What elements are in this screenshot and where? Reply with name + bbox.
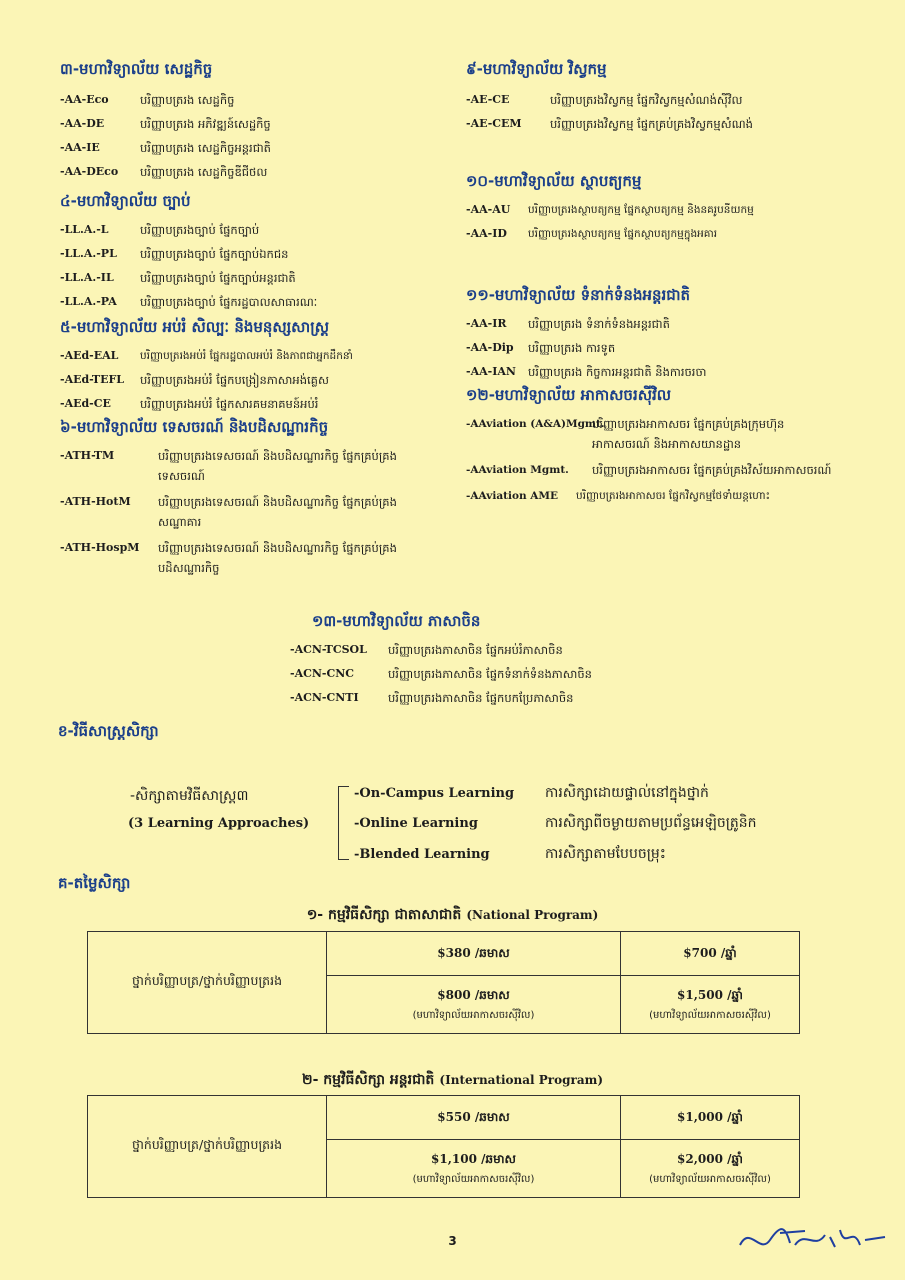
list-item: -AA-Eco បរិញ្ញាបត្ររង សេដ្ឋកិច្ច	[60, 93, 235, 107]
page-number: 3	[448, 1234, 457, 1248]
tourism-list	[60, 446, 460, 578]
list-item: -LL.A.-IL បរិញ្ញាបត្ររងច្បាប់ ផ្នែកច្បាប់អន្តរជាតិ	[60, 271, 296, 285]
list-item: -AA-AU បរិញ្ញាបត្ររងស្ថាបត្យកម្ម ផ្នែកស្ថាបត្យកម្ម និងនគរូបនីយកម្ម	[466, 203, 754, 216]
list-item: -AE-CE បរិញ្ញាបត្ររងវិស្វកម្ម ផ្នែកវិស្វកម្មសំណង់ស៊ីវិល	[466, 93, 743, 107]
section-title-education: ៥-មហាវិទ្យាល័យ អប់រំ សិល្បៈ និងមនុស្សសាស្ត្រ	[60, 318, 329, 336]
fee-cell: $800 /ឆមាស (មហាវិទ្យាល័យអាកាសចរស៊ីវិល)	[327, 976, 621, 1034]
list-item: -AEd-TEFL បរិញ្ញាបត្ររងអប់រំ ផ្នែកបង្រៀនភាសាអង់គ្លេស	[60, 373, 329, 387]
fee-cell: $1,000 /ឆ្នាំ	[621, 1096, 800, 1140]
list-item: -ATH-TM បរិញ្ញាបត្ររងទេសចរណ៍ និងបដិសណ្ឋារកិច្ច ផ្នែកគ្រប់គ្រងទេសចរណ៍	[60, 449, 397, 483]
aviation-list	[466, 414, 866, 506]
international-relations-list	[466, 312, 866, 384]
economics-list	[60, 88, 460, 184]
national-fee-table	[87, 931, 800, 1034]
approach-online: -Online Learning	[354, 816, 478, 831]
list-item: -AAviation (A&A)Mgmt. បរិញ្ញាបត្ររងអាកាសចរ ផ្នែកគ្រប់គ្រងក្រុមហ៊ុនអាកាសចរណ៍ និងអាកាសយានដ្ឋាន	[466, 417, 785, 451]
list-item: -LL.A.-PA បរិញ្ញាបត្ររងច្បាប់ ផ្នែករដ្ឋបាលសាធារណៈ	[60, 295, 318, 309]
list-item: -ATH-HospM បរិញ្ញាបត្ររងទេសចរណ៍ និងបដិសណ្ឋារកិច្ច ផ្នែកគ្រប់គ្រងបដិសណ្ឋារកិច្ច	[60, 541, 397, 575]
list-item: -LL.A.-L បរិញ្ញាបត្ររងច្បាប់ ផ្នែកច្បាប់	[60, 223, 260, 237]
section-title-fees: គ-តម្លៃសិក្សា	[58, 874, 131, 892]
list-item: -AA-IR បរិញ្ញាបត្ររង ទំនាក់ទំនងអន្តរជាតិ	[466, 317, 670, 331]
section-title-law: ៤-មហាវិទ្យាល័យ ច្បាប់	[60, 192, 191, 210]
approach-online-desc: ការសិក្សាពីចម្ងាយតាមប្រព័ន្ធអេឡិចត្រូនិក	[545, 815, 757, 831]
section-title-aviation: ១២-មហាវិទ្យាល័យ អាកាសចរស៊ីវិល	[466, 386, 672, 404]
list-item: -AA-Dip បរិញ្ញាបត្ររង ការទូត	[466, 341, 616, 355]
education-list	[60, 344, 460, 416]
section-title-economics: ៣-មហាវិទ្យាល័យ សេដ្ឋកិច្ច	[60, 60, 213, 78]
brace-divider	[338, 786, 349, 860]
national-program-title: ១- កម្មវិធីសិក្សា ជាតាសាជាតិ (National Program)	[306, 907, 599, 923]
list-item: -AAviation Mgmt. បរិញ្ញាបត្ររងអាកាសចរ ផ្នែកគ្រប់គ្រងវិស័យអាកាសចរណ៍	[466, 463, 832, 477]
fee-cell: $700 /ឆ្នាំ	[621, 932, 800, 976]
list-item: -AA-IE បរិញ្ញាបត្ររង សេដ្ឋកិច្ចអន្តរជាតិ	[60, 141, 271, 155]
law-list	[60, 218, 460, 314]
section-title-international-relations: ១១-មហាវិទ្យាល័យ ទំនាក់ទំនងអន្តរជាតិ	[466, 286, 691, 304]
list-item: -ACN-CNTI បរិញ្ញាបត្ររងភាសាចិន ផ្នែកបកប្រែភាសាចិន	[290, 691, 574, 705]
list-item: -AA-IAN បរិញ្ញាបត្ររង កិច្ចការអន្តរជាតិ និងការចរចា	[466, 365, 707, 379]
methods-label-kh: -សិក្សាតាមវិធីសាស្ត្រ៣	[130, 788, 249, 804]
left-column	[60, 60, 460, 584]
list-item: -AA-DE បរិញ្ញាបត្ររង អភិវឌ្ឍន៍សេដ្ឋកិច្ច	[60, 117, 271, 131]
fee-row-label: ថ្នាក់បរិញ្ញាបត្រ/ថ្នាក់បរិញ្ញាបត្ររង	[88, 1096, 327, 1198]
international-fee-table	[87, 1095, 800, 1198]
section-title-methods: ខ-វិធីសាស្ត្រសិក្សា	[58, 722, 159, 740]
list-item: -AEd-EAL បរិញ្ញាបត្ររងអប់រំ ផ្នែករដ្ឋបាលអប់រំ និងភាពជាអ្នកដឹកនាំ	[60, 349, 353, 362]
section-title-architecture: ១០-មហាវិទ្យាល័យ ស្ថាបត្យកម្ម	[466, 172, 642, 190]
list-item: -AA-DEco បរិញ្ញាបត្ររង សេដ្ឋកិច្ចឌីជីថល	[60, 165, 268, 179]
list-item: -LL.A.-PL បរិញ្ញាបត្ររងច្បាប់ ផ្នែកច្បាប់ឯកជន	[60, 247, 289, 261]
approach-blended-desc: ការសិក្សាតាមបែបចម្រុះ	[545, 846, 666, 862]
section-title-engineering: ៩-មហាវិទ្យាល័យ វិស្វកម្ម	[466, 60, 607, 78]
fee-cell: $380 /ឆមាស	[327, 932, 621, 976]
fee-cell: $1,100 /ឆមាស (មហាវិទ្យាល័យអាកាសចរស៊ីវិល)	[327, 1140, 621, 1198]
fee-cell: $2,000 /ឆ្នាំ (មហាវិទ្យាល័យអាកាសចរស៊ីវិល)	[621, 1140, 800, 1198]
list-item: -ACN-TCSOL បរិញ្ញាបត្ររងភាសាចិន ផ្នែកអប់រំភាសាចិន	[290, 643, 563, 657]
list-item: -ACN-CNC បរិញ្ញាបត្ររងភាសាចិន ផ្នែកទំនាក់ទំនងភាសាចិន	[290, 667, 592, 681]
approach-on-campus-desc: ការសិក្សាដោយផ្ទាល់នៅក្នុងថ្នាក់	[545, 785, 709, 801]
approach-blended: -Blended Learning	[354, 847, 490, 862]
signature-mark	[735, 1215, 895, 1260]
list-item: -AEd-CE បរិញ្ញាបត្ររងអប់រំ ផ្នែកសារគមនាគមន៍អប់រំ	[60, 397, 319, 411]
fee-row-label: ថ្នាក់បរិញ្ញាបត្រ/ថ្នាក់បរិញ្ញាបត្ររង	[88, 932, 327, 1034]
chinese-section	[290, 612, 690, 710]
list-item: -AE-CEM បរិញ្ញាបត្ររងវិស្វកម្ម ផ្នែកគ្រប់គ្រងវិស្វកម្មសំណង់	[466, 117, 753, 131]
section-title-tourism: ៦-មហាវិទ្យាល័យ ទេសចរណ៍ និងបដិសណ្ឋារកិច្ច	[60, 418, 329, 436]
chinese-list	[290, 638, 690, 710]
list-item: -ATH-HotM បរិញ្ញាបត្ររងទេសចរណ៍ និងបដិសណ្ឋារកិច្ច ផ្នែកគ្រប់គ្រងសណ្ឋាគារ	[60, 495, 397, 529]
fee-cell: $1,500 /ឆ្នាំ (មហាវិទ្យាល័យអាកាសចរស៊ីវិល)	[621, 976, 800, 1034]
list-item: -AA-ID បរិញ្ញាបត្ររងស្ថាបត្យកម្ម ផ្នែកស្ថាបត្យកម្មក្នុងអគារ	[466, 227, 718, 240]
approach-on-campus: -On-Campus Learning	[354, 786, 515, 801]
right-column	[466, 60, 866, 512]
methods-label-en: (3 Learning Approaches)	[128, 816, 310, 831]
engineering-list	[466, 88, 866, 136]
section-title-chinese: ១៣-មហាវិទ្យាល័យ ភាសាចិន	[312, 612, 481, 630]
list-item: -AAviation AME បរិញ្ញាបត្ររងអាកាសចរ ផ្នែកវិស្វកម្មថែទាំយន្តហោះ	[466, 490, 771, 502]
architecture-list	[466, 198, 866, 246]
international-program-title: ២- កម្មវិធីសិក្សា អន្តរជាតិ (International Program)	[302, 1072, 603, 1088]
fee-cell: $550 /ឆមាស	[327, 1096, 621, 1140]
